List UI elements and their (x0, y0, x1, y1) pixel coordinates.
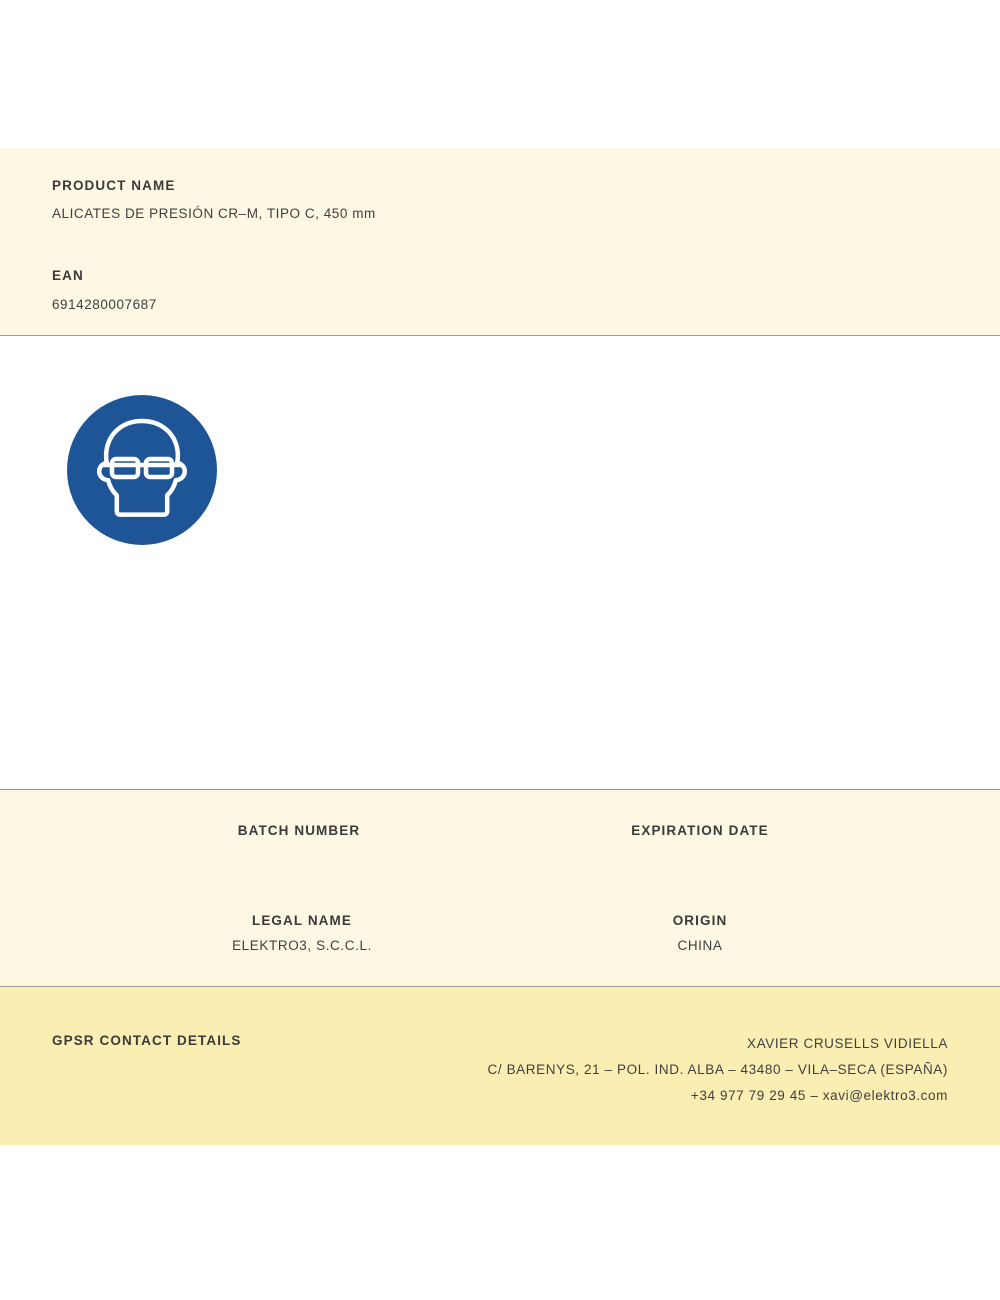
expiration-date-cell (550, 823, 850, 848)
expiration-date-label: EXPIRATION DATE (631, 823, 769, 838)
ean-label: EAN (52, 268, 84, 283)
origin-value: CHINA (677, 938, 723, 953)
product-info-block (0, 148, 1000, 336)
ean-value: 6914280007687 (52, 297, 157, 312)
gpsr-contact-address: C/ BARENYS, 21 – POL. IND. ALBA – 43480 – VILA–SECA (ESPAÑA) (487, 1062, 948, 1077)
gpsr-contact-phone-email: +34 977 79 29 45 – xavi@elektro3.com (690, 1088, 948, 1103)
gpsr-contact-label: GPSR CONTACT DETAILS (52, 1033, 242, 1048)
batch-legal-block (0, 789, 1000, 987)
product-name-label: PRODUCT NAME (52, 178, 176, 193)
origin-cell (550, 913, 850, 953)
legal-name-value: ELEKTRO3, S.C.C.L. (232, 938, 372, 953)
wear-eye-protection-icon (67, 395, 217, 545)
gpsr-contact-name: XAVIER CRUSELLS VIDIELLA (747, 1036, 948, 1051)
batch-number-label: BATCH NUMBER (237, 823, 361, 838)
legal-name-cell (152, 913, 452, 953)
gpsr-contact-details (488, 1031, 948, 1109)
pictogram-area (0, 337, 1000, 789)
legal-name-label: LEGAL NAME (251, 913, 352, 928)
batch-number-cell (149, 823, 449, 848)
gpsr-contact-block (0, 987, 1000, 1145)
product-name-value: ALICATES DE PRESIÓN CR–M, TIPO C, 450 mm (52, 206, 376, 221)
origin-label: ORIGIN (672, 913, 728, 928)
